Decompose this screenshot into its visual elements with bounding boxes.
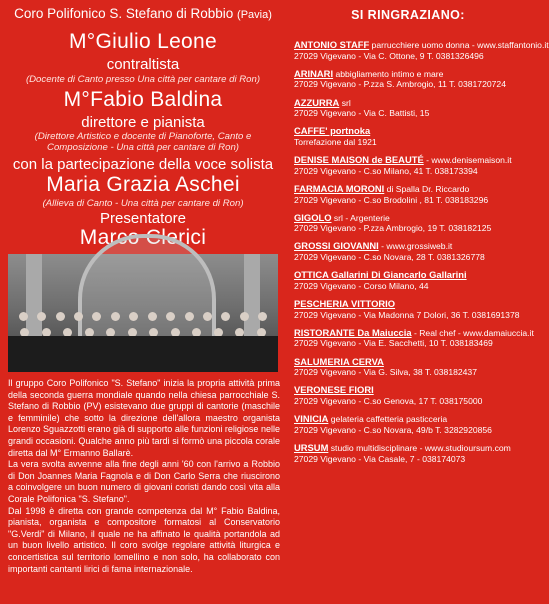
sponsor-desc: srl [339, 97, 351, 108]
sponsor-item [294, 126, 526, 147]
presenter-label: Presentatore [100, 210, 186, 227]
sponsor-address: 27029 Vigevano - C.so Brodolini , 81 T. 038183296 [294, 194, 489, 205]
sponsor-name: ARINARI [294, 67, 334, 79]
sponsor-item [294, 414, 526, 435]
sponsor-list [294, 39, 549, 472]
performer-1-name: M°Giulio Leone [68, 30, 217, 53]
sponsor-desc: - Real chef - www.damaiuccia.it [411, 327, 534, 338]
sponsor-item [294, 155, 526, 176]
sponsor-address: 27029 Vigevano - C.so Novara, 28 T. 0381326778 [294, 252, 485, 263]
sponsor-desc: di Spalla Dr. Riccardo [384, 183, 470, 194]
right-column [286, 0, 549, 604]
performer-1-note: (Docente di Canto presso Una città per cantare di Ron) [25, 74, 261, 85]
sponsor-name: OTTICA Gallarini Di Giancarlo Gallarini [294, 269, 467, 281]
performer-2-name: M°Fabio Baldina [63, 88, 223, 111]
sponsor-item [294, 385, 526, 406]
performer-2-note: (Direttore Artistico e docente di Pianoforte, Canto e Composizione - Una città per cantare di Ron) [34, 131, 252, 153]
sponsor-item [294, 241, 526, 262]
sponsor-name: FARMACIA MORONI [294, 182, 385, 194]
sponsor-address: 27029 Vigevano - Via Casale, 7 - 038174073 [294, 453, 466, 464]
sponsor-name: DENISE MAISON de BEAUTÉ [294, 154, 424, 166]
choir-history [8, 378, 280, 575]
sponsor-address: 27029 Vigevano - Via C. Ottone, 9 T. 0381326496 [294, 50, 484, 61]
sponsor-desc: parrucchiere uomo donna - www.staffantonio.it [369, 40, 549, 50]
sponsor-name: PESCHERIA VITTORIO [294, 298, 396, 310]
sponsor-address: 27029 Vigevano - C.so Genova, 17 T. 038175000 [294, 395, 483, 406]
sponsor-name: ANTONIO STAFF [294, 39, 370, 50]
sponsor-item [294, 98, 526, 119]
sponsor-item [294, 326, 534, 349]
presenter-name: Marco Clerici [79, 226, 207, 249]
history-paragraph-3: Dal 1998 è diretta con grande competenza dal M° Fabio Baldina, pianista, organista e compositore formatosi al Conservatorio "G.Verdi" di Milano, il quale ne ha affinato le qualità portandola ad un buon livello artistico. Il coro svolge regolare attività liturgica e concertistica sul territorio lomellino e non solo, ha collaborato con importanti cantanti lirici di fama internazionale. [8, 505, 280, 574]
sponsor-item [294, 299, 526, 320]
sponsor-address: Torrefazione dal 1921 [294, 136, 377, 147]
sponsor-name: AZZURRA [294, 96, 340, 108]
with-label: con la partecipazione della voce solista [12, 156, 274, 173]
sponsor-item [294, 270, 526, 291]
photo-choir-bodies [8, 336, 278, 372]
sponsor-address: 27029 Vigevano - P.zza Ambrogio, 19 T. 038182125 [294, 223, 492, 234]
sponsor-address: 27029 Vigevano - Corso Milano, 44 [294, 280, 429, 291]
sponsor-item [294, 184, 526, 205]
sponsor-desc: gelateria caffetteria pasticceria [328, 414, 448, 425]
sponsor-address: 27029 Vigevano - Via Madonna 7 Dolori, 36 T. 0381691378 [294, 309, 520, 320]
sponsor-name: VERONESE FIORI [294, 384, 374, 396]
sponsor-address: 27029 Vigevano - Via C. Battisti, 15 [294, 108, 430, 119]
soloist-note: (Allieva di Canto - Una città per cantare di Ron) [42, 198, 244, 209]
sponsor-name: VINICIA [294, 413, 329, 425]
soloist-name: Maria Grazia Aschei [46, 173, 240, 196]
sponsor-address: 27029 Vigevano - Via G. Silva, 38 T. 038182437 [294, 367, 477, 378]
choir-place: (Pavia) [237, 9, 272, 21]
choir-name: Coro Polifonico S. Stefano di Robbio [14, 6, 234, 21]
sponsor-desc: studio multidisciplinare - www.studioursum.com [328, 442, 511, 453]
sponsor-name: GIGOLO [294, 211, 332, 223]
sponsor-item [294, 443, 526, 464]
sponsor-address: 27029 Vigevano - C.so Novara, 49/b T. 3282920856 [294, 424, 492, 435]
sponsor-desc: - www.grossiweb.it [378, 241, 453, 252]
sponsor-desc: abbigliamento intimo e mare [333, 68, 444, 79]
performer-2-role: direttore e pianista [81, 114, 205, 131]
sponsor-item [294, 69, 526, 90]
sponsor-address: 27029 Vigevano - Via E. Sacchetti, 10 T. 038183469 [294, 338, 493, 349]
sponsor-item [294, 39, 549, 61]
sponsor-address: 27029 Vigevano - C.so Milano, 41 T. 038173394 [294, 165, 478, 176]
sponsor-name: GROSSI GIOVANNI [294, 240, 379, 252]
sponsor-name: RISTORANTE Da Maiuccia [294, 326, 412, 338]
choir-header [0, 6, 286, 21]
sponsor-name: SALUMERIA CERVA [294, 355, 384, 367]
choir-photo [8, 254, 278, 372]
history-paragraph-2: La vera svolta avvenne alla fine degli anni '60 con l'arrivo a Robbio di Don Joannes Maria Fagnola e di Don Carlo Serra che riuscirono a coinvolgere un buon numero di giovani coristi dando così vita alla Corale Polifonica "S. Stefano". [8, 459, 280, 504]
sponsor-address: 27029 Vigevano - P.zza S. Ambrogio, 11 T. 0381720724 [294, 79, 506, 90]
photo-choir-row-back [14, 312, 272, 321]
thanks-title: SI RINGRAZIANO: [351, 8, 465, 22]
sponsor-desc: srl - Argenterie [331, 212, 390, 223]
sponsor-name: CAFFE' portnoka [294, 125, 371, 137]
sponsor-desc: - www.denisemaison.it [423, 155, 512, 166]
history-paragraph-1: Il gruppo Coro Polifonico "S. Stefano" inizia la propria attività prima della seconda guerra mondiale quando nella chiesa parrocchiale S. Stefano di Robbio (PV) esistevano due gruppi di cantorie (maschile e femminile) che sotto la direzione dell'allora maestro organista Lorenzo Sguazzotti erano già di supporto alle funzioni religiose nelle grandi occasioni. Qualche anno più tardi si formò una piccola corale diretta dal M° Ermanno Ballarè. [8, 378, 280, 458]
sponsor-item [294, 357, 526, 378]
performer-1-role: contraltista [106, 56, 180, 73]
sponsor-item [294, 213, 526, 234]
sponsor-name: URSUM [294, 441, 329, 453]
